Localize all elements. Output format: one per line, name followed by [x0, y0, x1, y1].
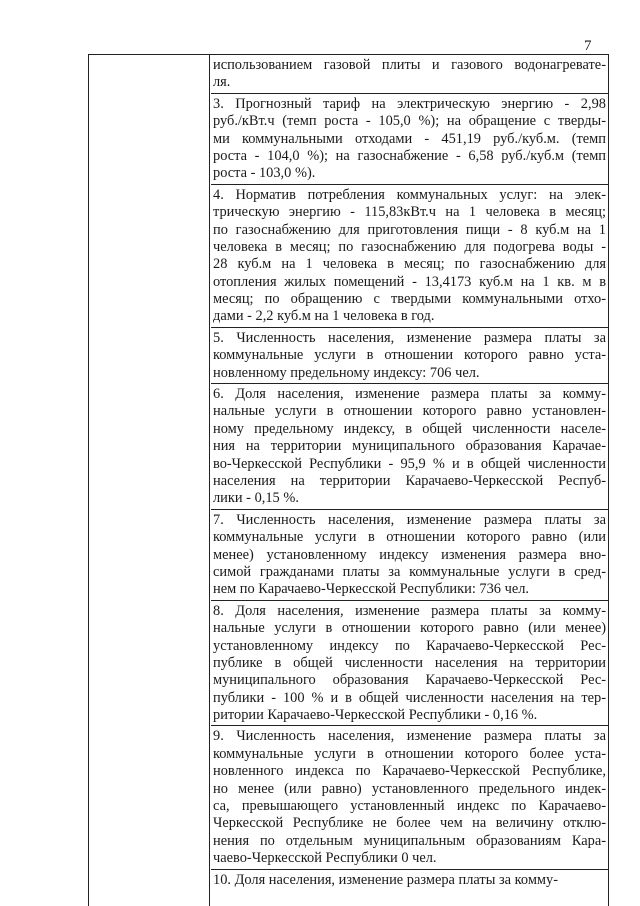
section-divider — [211, 327, 608, 328]
text-line: ля. — [213, 74, 231, 91]
text-line: 10. Доля населения, изменение размера платы за комму- — [213, 871, 559, 888]
text-line: ритории Карачаево-Черкесской Республики - 0,16 %. — [213, 707, 538, 724]
section-block — [213, 386, 606, 508]
section-divider — [211, 93, 608, 94]
text-line: коммунальные услуги в отношении которого равно (или — [213, 529, 606, 546]
text-line: отопления жилых помещений - 13,4173 куб.м на 1 кв. м в — [213, 273, 606, 290]
text-line: 9. Численность населения, изменение размера платы за — [213, 728, 606, 745]
section-divider — [211, 383, 608, 384]
section-divider — [211, 509, 608, 510]
text-line: но менее (или равно) установленного предельного индек- — [213, 780, 606, 797]
text-line: муниципального образования Карачаево-Черкесской Рес- — [213, 672, 606, 689]
text-line: нальные услуги в отношении которого равно (или менее) — [213, 620, 606, 637]
page-number: 7 — [584, 38, 592, 54]
text-line: чаево-Черкесской Республики 0 чел. — [213, 850, 437, 867]
text-line: 6. Доля населения, изменение размера платы за комму- — [213, 386, 606, 403]
text-line: ния на территории муниципального образования Карачае- — [213, 438, 606, 455]
text-line: 28 куб.м на 1 человека в месяц; по газоснабжению для — [213, 256, 606, 273]
text-line: роста - 104,0 %); на газоснабжение - 6,58 руб./куб.м (темп — [213, 147, 606, 164]
text-line: по газоснабжению для приготовления пищи - 8 куб.м на 1 — [213, 221, 606, 238]
text-line: во-Черкесской Республики - 95,9 % и в общей численности — [213, 455, 606, 472]
text-line: коммунальные услуги в отношении которого более уста- — [213, 745, 606, 762]
text-line: руб./кВт.ч (темп роста - 105,0 %); на обращение с тверды- — [213, 113, 606, 130]
section-divider — [211, 600, 608, 601]
section-content — [211, 55, 608, 889]
section-block — [213, 872, 606, 889]
text-line: нения по отдельным муниципальным образованиям Кара- — [213, 832, 606, 849]
text-line: менее) установленному индексу изменения размера вно- — [213, 546, 606, 563]
table-left-column — [89, 55, 210, 906]
text-line: трическую энергию - 115,83кВт.ч на 1 человека в месяц; — [213, 204, 606, 221]
section-divider — [211, 869, 608, 870]
section-block — [213, 728, 606, 867]
text-line: публики - 100 % и в общей численности населения на тер- — [213, 689, 606, 706]
text-line: 8. Доля населения, изменение размера платы за комму- — [213, 602, 606, 619]
text-line: нальные услуги в отношении которого равно установлен- — [213, 403, 606, 420]
text-line: 7. Численность населения, изменение размера платы за — [213, 511, 606, 528]
text-line: са, превышающего установленный индекс по Карачаево- — [213, 798, 606, 815]
section-block — [213, 603, 606, 725]
text-line: месяц; по обращению с твердыми коммунальными отхо- — [213, 291, 606, 308]
section-block — [213, 187, 606, 326]
section-block — [213, 330, 606, 382]
text-line: установленному индексу по Карачаево-Черкесской Рес- — [213, 637, 606, 654]
text-line: использованием газовой плиты и газового водонагревате- — [213, 57, 606, 73]
text-line: человека в месяц; по газоснабжению для подогрева воды - — [213, 238, 606, 255]
text-line: населения на территории Карачаево-Черкесской Респуб- — [213, 472, 606, 489]
table-right-column — [211, 55, 609, 906]
text-line: новленного индекса по Карачаево-Черкесской Республике, — [213, 763, 606, 780]
document-table — [88, 54, 609, 906]
text-line: публике в общей численности населения на территории — [213, 654, 606, 671]
text-line: новленному предельному индексу: 706 чел. — [213, 364, 480, 381]
section-block — [213, 512, 606, 599]
section-divider — [211, 184, 608, 185]
text-line: коммунальные услуги в отношении которого равно уста- — [213, 347, 606, 364]
text-line: ному предельному индексу, в общей численности населе- — [213, 420, 606, 437]
text-line: ми коммунальными отходами - 451,19 руб./куб.м. (темп — [213, 130, 606, 147]
text-line: лики - 0,15 %. — [213, 490, 299, 507]
text-line: симой гражданами платы за коммунальные услуги в сред- — [213, 563, 606, 580]
text-line: 4. Норматив потребления коммунальных услуг: на элек- — [213, 186, 606, 203]
text-line: 3. Прогнозный тариф на электрическую энергию - 2,98 — [213, 95, 606, 112]
text-line: роста - 103,0 %). — [213, 165, 316, 182]
text-line: 5. Численность населения, изменение размера платы за — [213, 329, 606, 346]
text-line: Черкесской Республике не более чем на величину отклю- — [213, 815, 606, 832]
text-line: нем по Карачаево-Черкесской Республики: 736 чел. — [213, 581, 530, 598]
text-line: дами - 2,2 куб.м на 1 человека в год. — [213, 308, 435, 325]
section-block — [213, 57, 606, 92]
section-divider — [211, 725, 608, 726]
section-block — [213, 96, 606, 183]
